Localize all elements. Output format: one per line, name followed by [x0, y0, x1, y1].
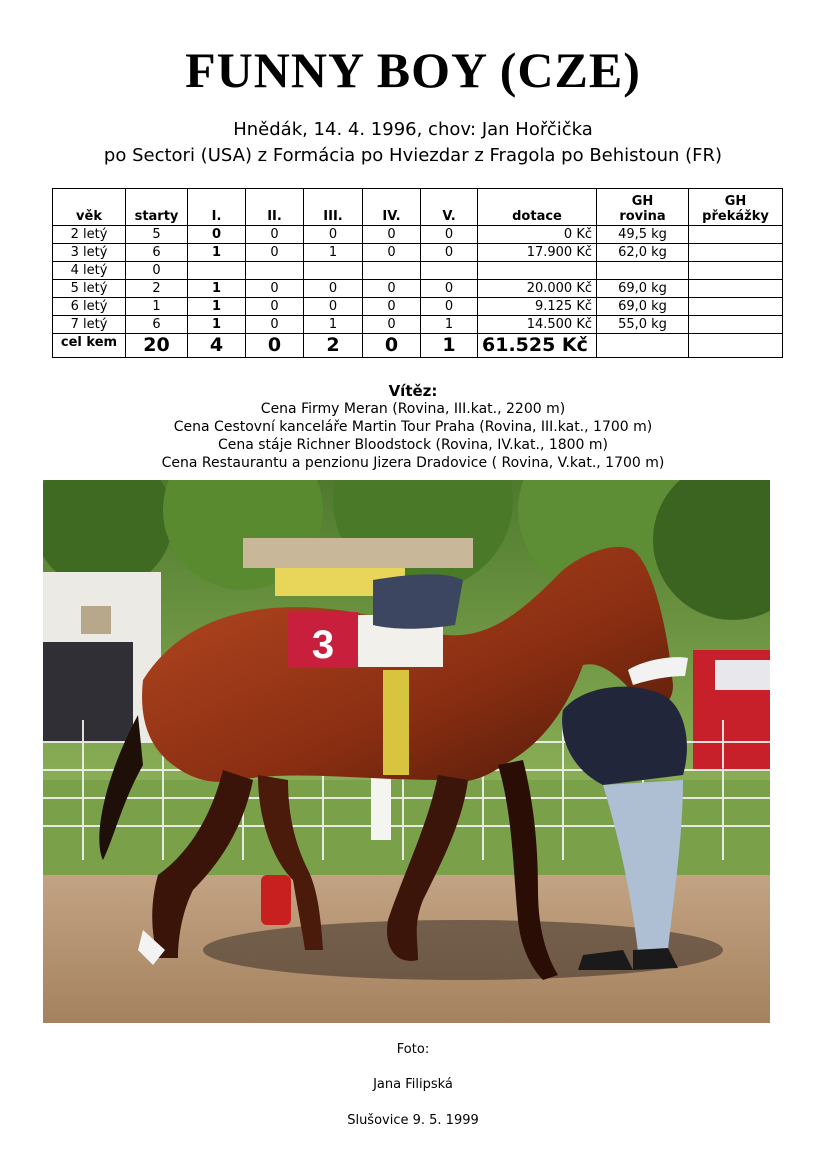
cell-starts: 6 [126, 244, 188, 262]
table-row [53, 244, 783, 262]
cell-place-5 [421, 262, 478, 280]
cell-gh-flat: 69,0 kg [597, 298, 689, 316]
cell-place-2 [246, 262, 304, 280]
cell-gh-jump [689, 226, 783, 244]
header-gh-flat-bottom: rovina [619, 209, 666, 224]
total-place-3: 2 [304, 334, 363, 358]
cell-gh-jump [689, 298, 783, 316]
cell-place-5: 0 [421, 226, 478, 244]
cell-place-4 [363, 262, 421, 280]
cell-prize: 14.500 Kč [478, 316, 597, 334]
cell-prize: 9.125 Kč [478, 298, 597, 316]
cell-gh-flat: 49,5 kg [597, 226, 689, 244]
page-title: FUNNY BOY (CZE) [185, 42, 641, 98]
cell-gh-flat: 55,0 kg [597, 316, 689, 334]
header-place-2: II. [246, 189, 304, 226]
cell-place-1: 1 [188, 280, 246, 298]
cell-place-5: 0 [421, 280, 478, 298]
cell-place-5: 0 [421, 298, 478, 316]
winner-item: Cena Cestovní kanceláře Martin Tour Praha (Rovina, III.kat., 1700 m) [173, 419, 653, 435]
cell-place-2: 0 [246, 298, 304, 316]
cell-place-4: 0 [363, 316, 421, 334]
cell-age: 7 letý [53, 316, 126, 334]
cell-place-2: 0 [246, 226, 304, 244]
header-place-4: IV. [363, 189, 421, 226]
cell-prize [478, 262, 597, 280]
winner-item: Cena Firmy Meran (Rovina, III.kat., 2200 m) [260, 401, 566, 417]
horse-photo-illustration [43, 480, 770, 1023]
total-place-1: 4 [188, 334, 246, 358]
cell-age: 4 letý [53, 262, 126, 280]
cell-starts: 0 [126, 262, 188, 280]
photo-place-date: Slušovice 9. 5. 1999 [347, 1113, 479, 1128]
winner-item: Cena Restaurantu a penzionu Jizera Dradovice ( Rovina, V.kat., 1700 m) [161, 455, 665, 471]
header-prize: dotace [478, 189, 597, 226]
cell-place-3: 1 [304, 244, 363, 262]
total-starts: 20 [126, 334, 188, 358]
cell-gh-jump [689, 316, 783, 334]
table-row [53, 280, 783, 298]
cell-place-3: 0 [304, 226, 363, 244]
cell-age: 6 letý [53, 298, 126, 316]
header-place-5: V. [421, 189, 478, 226]
total-label: cel kem [53, 334, 126, 358]
table-row [53, 262, 783, 280]
cell-gh-jump [689, 262, 783, 280]
cell-prize: 0 Kč [478, 226, 597, 244]
header-starts: starty [126, 189, 188, 226]
cell-age: 5 letý [53, 280, 126, 298]
header-place-3: III. [304, 189, 363, 226]
horse-info: Hnědák, 14. 4. 1996, chov: Jan Hořčička [233, 119, 593, 140]
total-place-4: 0 [363, 334, 421, 358]
photographer-name: Jana Filipská [373, 1077, 453, 1092]
cell-place-5: 1 [421, 316, 478, 334]
cell-place-3 [304, 262, 363, 280]
cell-age: 2 letý [53, 226, 126, 244]
table-row [53, 226, 783, 244]
cell-age: 3 letý [53, 244, 126, 262]
cell-prize: 17.900 Kč [478, 244, 597, 262]
header-place-1: I. [188, 189, 246, 226]
cell-starts: 5 [126, 226, 188, 244]
total-prize: 61.525 Kč [478, 334, 597, 358]
cell-place-1: 0 [188, 226, 246, 244]
winners-title: Vítěz: [388, 382, 438, 400]
cell-gh-jump [689, 244, 783, 262]
header-gh-flat [597, 189, 689, 226]
cell-place-4: 0 [363, 244, 421, 262]
table-row [53, 316, 783, 334]
header-gh-jump [689, 189, 783, 226]
cell-gh-flat [597, 262, 689, 280]
race-stats-table [52, 188, 783, 358]
total-gh-jump [689, 334, 783, 358]
cell-place-3: 1 [304, 316, 363, 334]
saddle-number: 3 [311, 623, 335, 667]
total-place-2: 0 [246, 334, 304, 358]
photo-credit-label: Foto: [396, 1042, 430, 1057]
cell-place-1 [188, 262, 246, 280]
cell-place-1: 1 [188, 316, 246, 334]
table-total-row [53, 334, 783, 358]
cell-gh-flat: 69,0 kg [597, 280, 689, 298]
cell-gh-flat: 62,0 kg [597, 244, 689, 262]
total-place-5: 1 [421, 334, 478, 358]
table-header-row [53, 189, 783, 226]
cell-place-2: 0 [246, 316, 304, 334]
table-row [53, 298, 783, 316]
header-gh-jump-top: GH [724, 194, 747, 209]
cell-gh-jump [689, 280, 783, 298]
winner-item: Cena stáje Richner Bloodstock (Rovina, IV.kat., 1800 m) [217, 437, 609, 453]
cell-place-4: 0 [363, 226, 421, 244]
cell-starts: 1 [126, 298, 188, 316]
horse-photo [43, 480, 770, 1023]
cell-starts: 6 [126, 316, 188, 334]
pedigree: po Sectori (USA) z Formácia po Hviezdar z Fragola po Behistoun (FR) [103, 145, 723, 166]
cell-place-1: 1 [188, 244, 246, 262]
cell-place-5: 0 [421, 244, 478, 262]
header-gh-jump-bottom: překážky [702, 209, 769, 224]
total-gh-flat [597, 334, 689, 358]
cell-place-2: 0 [246, 280, 304, 298]
cell-place-4: 0 [363, 298, 421, 316]
cell-place-3: 0 [304, 280, 363, 298]
header-gh-flat-top: GH [631, 194, 654, 209]
header-age: věk [53, 189, 126, 226]
cell-prize: 20.000 Kč [478, 280, 597, 298]
cell-place-3: 0 [304, 298, 363, 316]
cell-place-4: 0 [363, 280, 421, 298]
winners-section [0, 382, 826, 472]
cell-place-2: 0 [246, 244, 304, 262]
cell-starts: 2 [126, 280, 188, 298]
cell-place-1: 1 [188, 298, 246, 316]
